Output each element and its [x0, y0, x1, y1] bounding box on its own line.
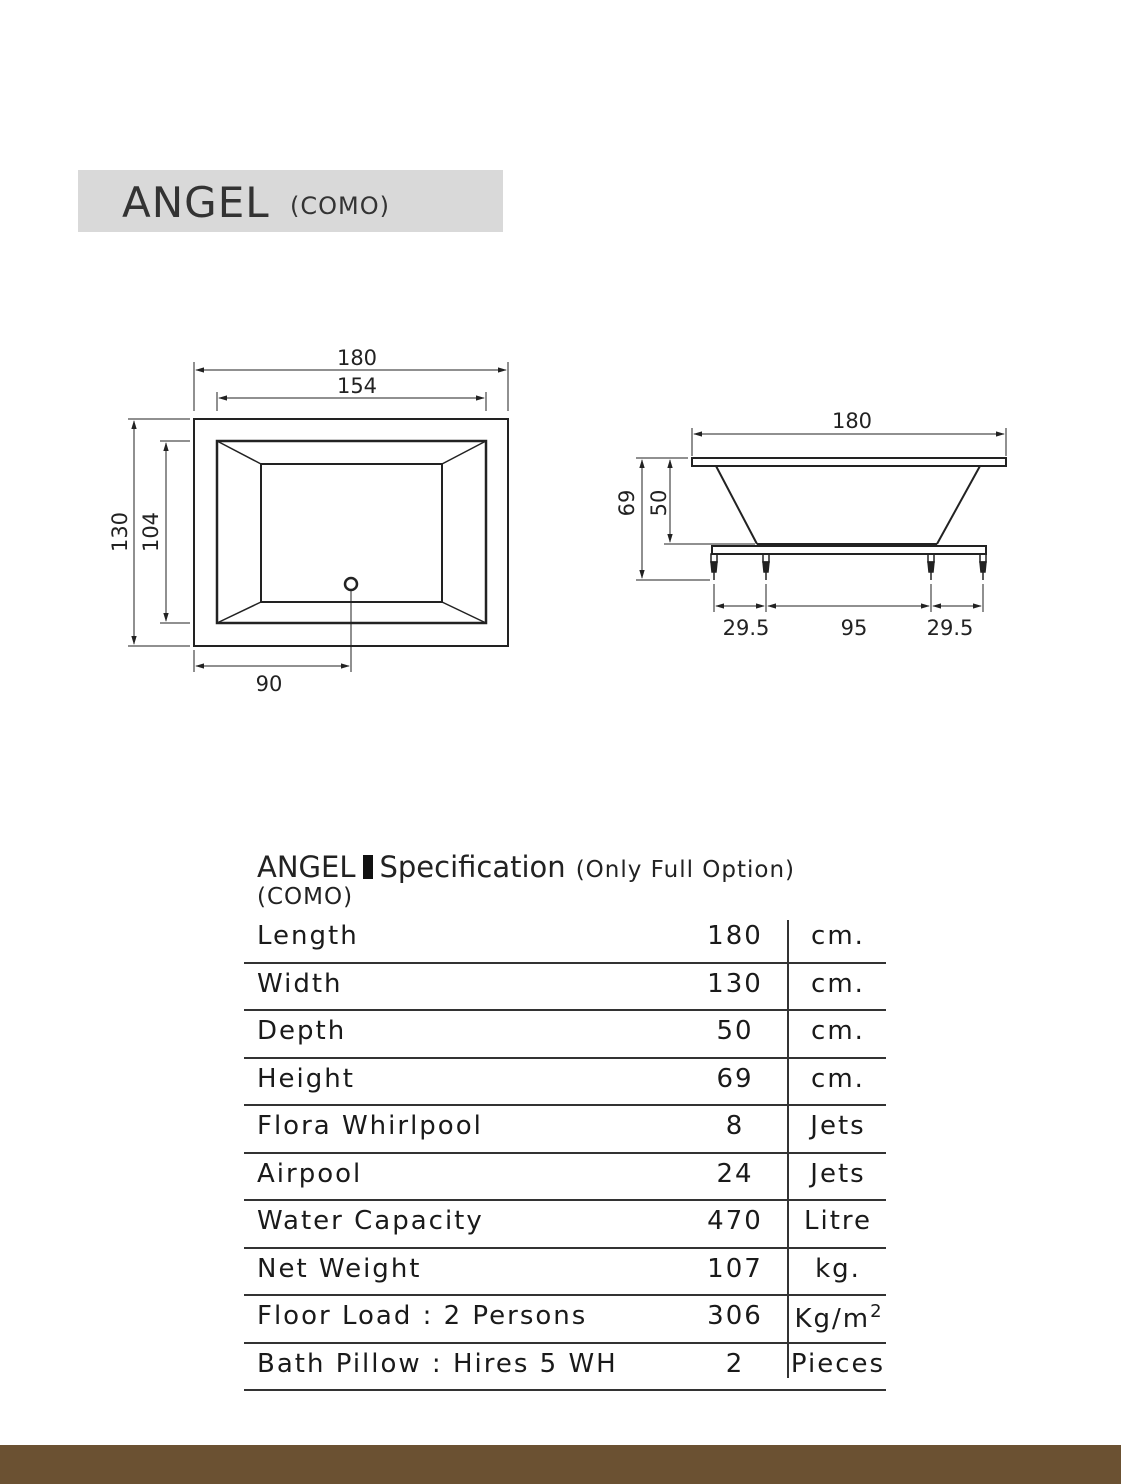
product-name: ANGEL [122, 178, 270, 227]
row-label: Floor Load : 2 Persons [257, 1301, 588, 1331]
top-width-outer-label: 130 [108, 511, 132, 553]
row-unit: cm. [811, 1016, 865, 1046]
row-value: 130 [707, 968, 763, 999]
side-length-label: 180 [831, 409, 873, 433]
row-value: 107 [707, 1253, 763, 1284]
row-unit: Jets [810, 1158, 866, 1189]
spec-row-airpool [244, 1154, 886, 1202]
spec-model: (COMO) [257, 884, 354, 910]
leg-spacing-right-label: 29.5 [926, 616, 974, 640]
row-value: 8 [725, 1111, 745, 1141]
top-view [128, 362, 508, 672]
spec-row-width [244, 964, 886, 1012]
row-unit [788, 1301, 888, 1334]
row-label: Net Weight [257, 1253, 422, 1284]
spec-row-net-weight [244, 1249, 886, 1297]
drain-icon [345, 578, 357, 590]
top-width-inner-label: 104 [139, 511, 163, 553]
top-length-outer-label: 180 [336, 346, 378, 370]
tub-basin-floor [261, 464, 442, 602]
footer-band [0, 1445, 1121, 1484]
spec-row-height [244, 1059, 886, 1107]
spec-divider-bar [363, 855, 373, 879]
row-unit: Litre [803, 1206, 873, 1236]
row-label: Height [257, 1063, 355, 1094]
row-label: Bath Pillow : Hires 5 WH [257, 1348, 618, 1379]
spec-row-water-capacity [244, 1201, 886, 1249]
row-value: 180 [707, 921, 763, 951]
top-length-inner-label: 154 [336, 374, 378, 398]
row-unit: cm. [811, 968, 865, 999]
tub-rim-profile [692, 458, 1006, 466]
leg-spacing-left-label: 29.5 [722, 616, 770, 640]
row-value: 24 [716, 1158, 754, 1189]
spec-row-length [244, 916, 886, 964]
spec-rows [244, 916, 886, 1391]
product-model: (COMO) [290, 192, 390, 220]
spec-row-flora-whirlpool [244, 1106, 886, 1154]
row-value: 470 [707, 1206, 763, 1236]
row-unit: kg. [815, 1253, 861, 1284]
row-unit-superscript: 2 [870, 1301, 882, 1322]
row-unit-base: Kg/m [794, 1304, 871, 1334]
row-label: Width [257, 968, 343, 999]
row-unit: Pieces [790, 1348, 886, 1379]
spec-heading [257, 850, 795, 884]
drain-offset-label: 90 [255, 672, 283, 696]
row-label: Water Capacity [257, 1206, 484, 1236]
side-height-label: 69 [615, 489, 639, 517]
row-label: Flora Whirlpool [257, 1111, 483, 1141]
spec-row-depth [244, 1011, 886, 1059]
leg-spacing-middle-label: 95 [840, 616, 868, 640]
row-label: Depth [257, 1016, 347, 1046]
spec-row-floor-load [244, 1296, 886, 1344]
spec-row-bath-pillow [244, 1344, 886, 1392]
row-label: Airpool [257, 1158, 363, 1189]
spec-title: Specification [379, 850, 566, 884]
row-value: 306 [707, 1301, 763, 1331]
spec-option-note: (Only Full Option) [575, 857, 796, 883]
row-value: 69 [716, 1063, 754, 1094]
row-value: 50 [716, 1016, 754, 1046]
side-view [636, 428, 1006, 612]
row-label: Length [257, 921, 359, 951]
row-value: 2 [725, 1348, 745, 1379]
tub-base-frame [712, 546, 986, 554]
side-depth-label: 50 [647, 489, 671, 517]
row-unit: Jets [810, 1111, 866, 1141]
row-unit: cm. [811, 1063, 865, 1094]
tub-legs [711, 554, 986, 580]
row-unit: cm. [811, 921, 865, 951]
spec-product-name: ANGEL [257, 850, 356, 884]
